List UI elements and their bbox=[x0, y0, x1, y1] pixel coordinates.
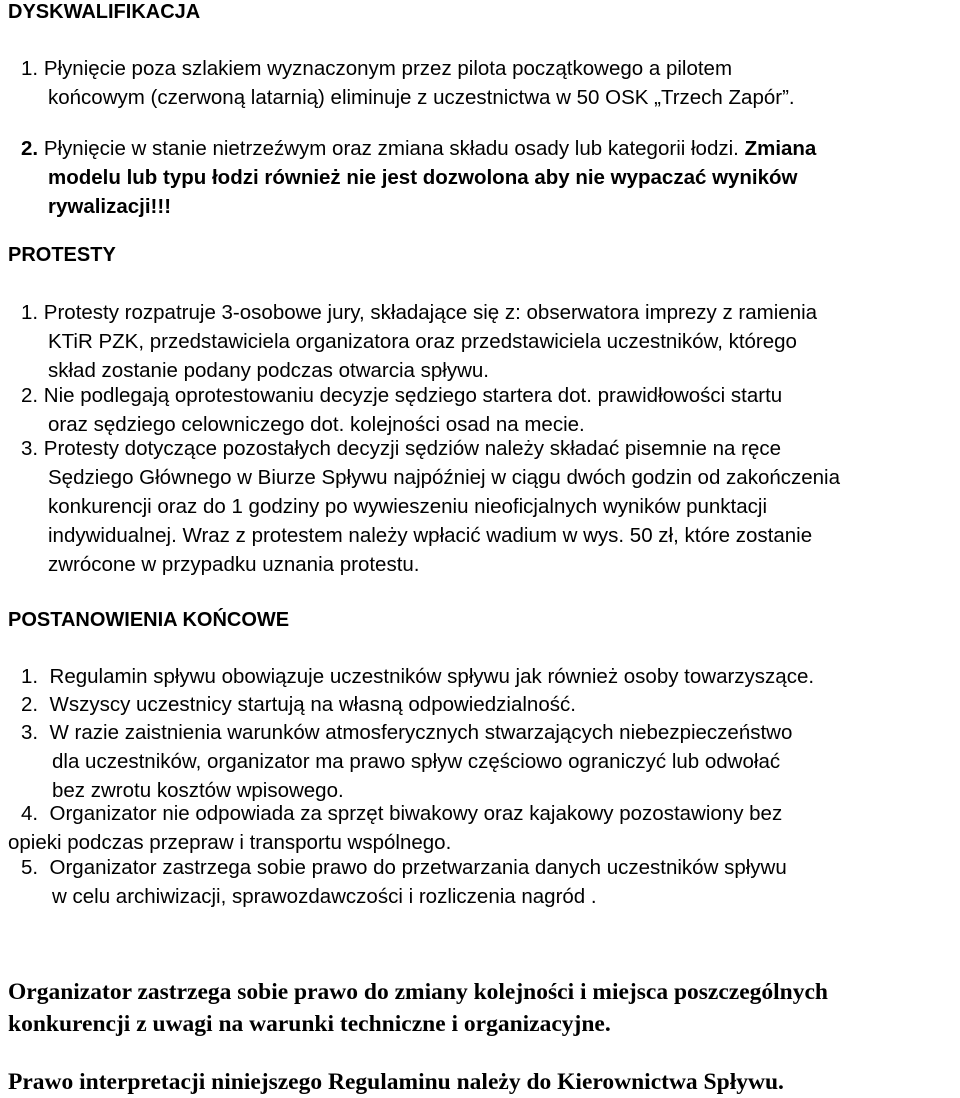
item-text: Płynięcie poza szlakiem wyznaczonym przez pilota początkowego a pilotem bbox=[43, 57, 733, 80]
item-number: 3. bbox=[21, 721, 39, 744]
item-text: indywidualnej. Wraz z protestem należy wpłacić wadium w wys. 50 zł, które zostanie bbox=[48, 524, 813, 547]
item-number: 2. bbox=[21, 137, 39, 160]
item-text-bold: rywalizacji!!! bbox=[48, 195, 172, 218]
item-text-bold: modelu lub typu łodzi również nie jest dozwolona aby nie wypaczać wyników bbox=[48, 166, 798, 189]
notice-text: Organizator zastrzega sobie prawo do zmiany kolejności i miejsca poszczególnych bbox=[8, 979, 828, 1005]
item-text: Sędziego Głównego w Biurze Spływu najpóźniej w ciągu dwóch godzin od zakończenia bbox=[48, 466, 841, 489]
item-number: 2. bbox=[21, 693, 39, 716]
item-text: oraz sędziego celowniczego dot. kolejności osad na mecie. bbox=[48, 413, 585, 436]
disqualification-heading: DYSKWALIFIKACJA bbox=[8, 1, 201, 23]
item-text: zwrócone w przypadku uznania protestu. bbox=[48, 553, 420, 576]
item-text: KTiR PZK, przedstawiciela organizatora oraz przedstawiciela uczestników, którego bbox=[48, 330, 797, 353]
disqualification-item-2 bbox=[21, 134, 816, 221]
item-text: 2. Nie podlegają oprotestowaniu decyzje sędziego startera dot. prawidłowości startu bbox=[21, 384, 783, 407]
item-number: 1. bbox=[21, 57, 39, 80]
protests-heading: PROTESTY bbox=[8, 244, 116, 266]
final-provisions-item-4 bbox=[8, 799, 782, 857]
final-provisions-item-3 bbox=[21, 718, 792, 805]
item-number: 4. bbox=[21, 802, 39, 825]
item-text: bez zwrotu kosztów wpisowego. bbox=[52, 779, 344, 802]
item-text: skład zostanie podany podczas otwarcia spływu. bbox=[48, 359, 489, 382]
item-text: 3. Protesty dotyczące pozostałych decyzji sędziów należy składać pisemnie na ręce bbox=[21, 437, 782, 460]
protests-item-1 bbox=[21, 298, 817, 385]
item-text: Wszyscy uczestnicy startują na własną odpowiedzialność. bbox=[49, 693, 576, 716]
item-number: 1. bbox=[21, 665, 39, 688]
item-text: W razie zaistnienia warunków atmosferycznych stwarzających niebezpieczeństwo bbox=[49, 721, 793, 744]
disqualification-item-1 bbox=[21, 54, 795, 112]
final-provisions-item-5 bbox=[21, 853, 787, 911]
item-text: w celu archiwizacji, sprawozdawczości i rozliczenia nagród . bbox=[52, 885, 597, 908]
protests-item-3 bbox=[21, 434, 840, 579]
final-provisions-item-1 bbox=[21, 662, 814, 691]
item-text: końcowym (czerwoną latarnią) eliminuje z uczestnictwa w 50 OSK „Trzech Zapór”. bbox=[48, 86, 795, 109]
item-text: Organizator nie odpowiada za sprzęt biwakowy oraz kajakowy pozostawiony bez bbox=[49, 802, 783, 825]
item-text: opieki podczas przepraw i transportu wspólnego. bbox=[8, 831, 452, 854]
protests-item-2 bbox=[21, 381, 782, 439]
item-text-bold: Zmiana bbox=[744, 137, 817, 160]
item-text: Płynięcie w stanie nietrzeźwym oraz zmiana składu osady lub kategorii łodzi. bbox=[43, 137, 739, 160]
final-provisions-heading: POSTANOWIENIA KOŃCOWE bbox=[8, 609, 290, 631]
final-provisions-item-2 bbox=[21, 690, 576, 719]
closing-notice-1 bbox=[8, 976, 828, 1040]
item-text: Regulamin spływu obowiązuje uczestników spływu jak również osoby towarzyszące. bbox=[49, 665, 815, 688]
item-text: dla uczestników, organizator ma prawo spływ częściowo ograniczyć lub odwołać bbox=[52, 750, 781, 773]
notice-text: konkurencji z uwagi na warunki techniczne i organizacyjne. bbox=[8, 1011, 611, 1037]
item-text: 1. Protesty rozpatruje 3-osobowe jury, składające się z: obserwatora imprezy z ramienia bbox=[21, 301, 818, 324]
item-text: konkurencji oraz do 1 godziny po wywieszeniu nieoficjalnych wyników punktacji bbox=[48, 495, 768, 518]
closing-notice-2: Prawo interpretacji niniejszego Regulaminu należy do Kierownictwa Spływu. bbox=[8, 1069, 784, 1095]
item-text: Organizator zastrzega sobie prawo do przetwarzania danych uczestników spływu bbox=[49, 856, 787, 879]
item-number: 5. bbox=[21, 856, 39, 879]
